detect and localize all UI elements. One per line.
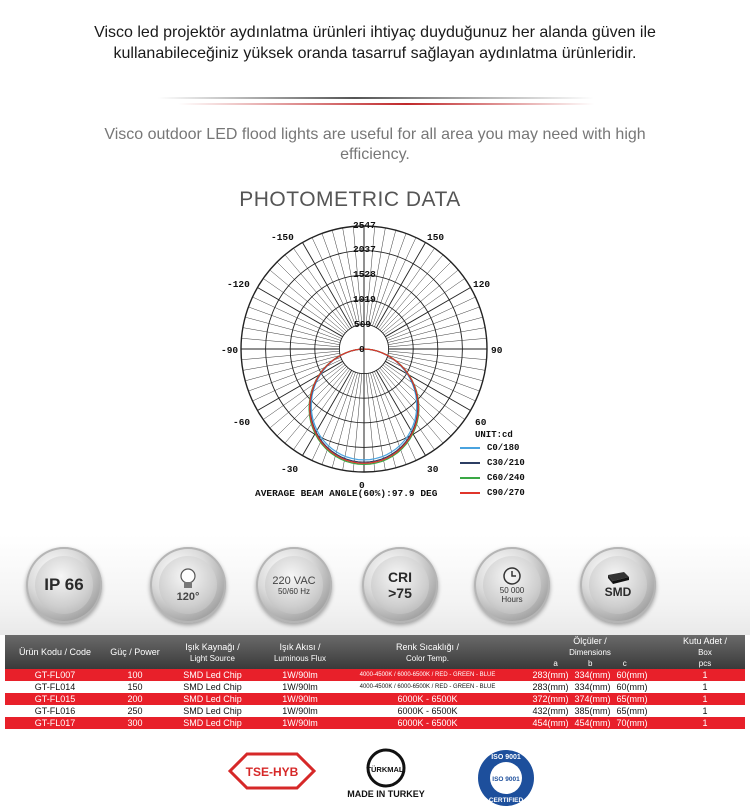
cri-value: >75 — [388, 585, 412, 601]
cell-code: GT-FL014 — [5, 681, 105, 693]
legend-swatch-c0 — [460, 447, 480, 449]
legend-item-c0 — [460, 440, 580, 455]
lifetime-unit: Hours — [501, 595, 523, 604]
header-source-tr: Işık Kaynağı / — [185, 641, 240, 652]
polar-spoke — [374, 371, 416, 460]
cell-power: 250 — [105, 705, 165, 717]
cell-flux: 1W/90lm — [260, 717, 340, 729]
intro-english-line1: Visco outdoor LED flood lights are useful for all area you may need with high — [104, 126, 646, 143]
cell-box: 1 — [665, 681, 745, 693]
cell-color: 6000K - 6500K — [340, 717, 515, 729]
iso-center-text: ISO 9001 — [492, 776, 520, 783]
polar-spoke — [343, 373, 360, 470]
voltage-label: 220 VAC — [272, 574, 316, 587]
table-header-row — [5, 635, 745, 669]
header-power: Güç / Power — [105, 635, 165, 669]
cri-badge-face — [371, 556, 429, 614]
unit-label: UNIT:cd — [475, 430, 513, 440]
polar-spoke — [374, 238, 416, 327]
cell-dim-c: 60(mm) — [616, 670, 648, 680]
table-row — [5, 705, 745, 717]
angle-label-0: 0 — [359, 480, 365, 491]
polar-spoke — [385, 361, 470, 410]
cell-dim-b: 454(mm) — [574, 718, 611, 728]
angle-label-neg30: -30 — [281, 464, 299, 475]
cell-source: SMD Led Chip — [165, 693, 260, 705]
legend-label-c30: C30/210 — [487, 457, 525, 468]
cell-source: SMD Led Chip — [165, 669, 260, 681]
cell-dimensions — [515, 681, 665, 693]
radial-label-2037: 2037 — [353, 244, 376, 255]
bulb-badge — [150, 547, 226, 623]
cell-code: GT-FL015 — [5, 693, 105, 705]
smd-badge — [580, 547, 656, 623]
radial-label-1528: 1528 — [353, 269, 376, 280]
polar-spoke — [388, 317, 483, 342]
radial-label-1019: 1019 — [353, 294, 376, 305]
gradient-divider — [158, 95, 594, 107]
polar-spoke — [257, 361, 342, 410]
cell-code: GT-FL016 — [5, 705, 105, 717]
voltage-badge-face — [265, 556, 323, 614]
cell-flux: 1W/90lm — [260, 705, 340, 717]
cell-flux: 1W/90lm — [260, 669, 340, 681]
feature-badges — [0, 535, 750, 635]
angle-label-60: 60 — [475, 417, 487, 428]
cell-color: 6000K - 6500K — [340, 705, 515, 717]
legend-label-c0: C0/180 — [487, 442, 520, 453]
angle-label-120: 120 — [473, 279, 491, 290]
polar-spoke — [253, 359, 342, 401]
header-dims-tr: Ölçüler / — [573, 636, 607, 646]
certification-logos — [0, 748, 750, 809]
header-flux-en: Luminous Flux — [273, 653, 327, 663]
cell-dim-a: 372(mm) — [532, 694, 569, 704]
angle-label-neg120: -120 — [227, 279, 250, 290]
legend-label-c60: C60/240 — [487, 472, 525, 483]
polar-spoke — [303, 242, 352, 327]
cell-color: 6000K - 6500K — [340, 693, 515, 705]
legend-item-c90 — [460, 485, 580, 500]
tse-hyb-logo — [230, 754, 314, 788]
clock-icon — [502, 566, 522, 586]
radial-label-0: 0 — [359, 344, 365, 355]
intro-turkish-line2: kullanabileceğiniz yüksek oranda tasarruf sağlayan aydınlatma ürünleridir. — [113, 45, 637, 62]
smd-badge-face — [589, 556, 647, 614]
table-row — [5, 717, 745, 729]
radial-labels — [353, 220, 376, 355]
polar-spoke — [368, 373, 385, 470]
ip66-badge — [26, 547, 102, 623]
header-flux-tr: Işık Akısı / — [279, 641, 321, 652]
voltage-badge — [256, 547, 332, 623]
cell-color: 4000-4500K / 6000-6500K / RED - GREEN - BLUE — [340, 681, 515, 693]
header-color-en: Color Temp. — [406, 653, 449, 663]
cell-dim-b: 374(mm) — [574, 694, 611, 704]
polar-spoke — [388, 328, 485, 345]
polar-spoke — [257, 288, 342, 337]
lifetime-value: 50 000 — [499, 586, 525, 595]
cell-box: 1 — [665, 717, 745, 729]
header-source-en: Light Source — [190, 653, 235, 663]
header-box-en: Box — [698, 648, 712, 657]
cell-power: 100 — [105, 669, 165, 681]
intro-turkish-line1: Visco led projektör aydınlatma ürünleri ihtiyaç duyduğunuz her alanda güven ile — [94, 24, 656, 41]
header-dim-c: c — [622, 659, 627, 668]
cell-power: 200 — [105, 693, 165, 705]
turkmali-logo-text: TÜRKMALI — [366, 765, 406, 774]
cell-dimensions — [515, 669, 665, 681]
cell-power: 150 — [105, 681, 165, 693]
header-dim-b: b — [588, 659, 593, 668]
header-box-tr: Kutu Adet / — [682, 636, 728, 646]
cell-dimensions — [515, 717, 665, 729]
cri-label: CRI — [387, 569, 413, 585]
legend-label-c90: C90/270 — [487, 487, 525, 498]
lifetime-badge-face — [483, 556, 541, 614]
cell-dim-c: 60(mm) — [616, 682, 648, 692]
intro-turkish — [0, 22, 750, 64]
header-color — [340, 635, 515, 669]
header-flux — [260, 635, 340, 669]
header-code: Ürün Kodu / Code — [5, 635, 105, 669]
table-row — [5, 669, 745, 681]
cell-dim-a: 283(mm) — [532, 670, 569, 680]
angle-label-neg150: -150 — [271, 232, 294, 243]
cell-dim-c: 65(mm) — [616, 694, 648, 704]
angle-label-30: 30 — [427, 464, 439, 475]
turkmali-logo — [347, 750, 425, 799]
cell-dim-a: 283(mm) — [532, 682, 569, 692]
ip66-label: IP 66 — [44, 575, 84, 594]
header-color-tr: Renk Sıcaklığı / — [395, 641, 460, 652]
iso-bottom-text: CERTIFIED — [488, 797, 524, 804]
cell-dimensions — [515, 705, 665, 717]
intro-english — [60, 125, 690, 165]
beam-120-label: 120° — [176, 591, 200, 603]
cell-power: 300 — [105, 717, 165, 729]
tse-logo-text: TSE-HYB — [245, 765, 299, 779]
cell-flux: 1W/90lm — [260, 681, 340, 693]
header-box — [665, 635, 745, 669]
frequency-label: 50/60 Hz — [277, 586, 311, 596]
cell-dim-a: 454(mm) — [532, 718, 569, 728]
header-box-pcs: pcs — [698, 659, 712, 668]
cell-dim-b: 385(mm) — [574, 706, 611, 716]
polar-spoke — [386, 297, 475, 339]
legend-item-c30 — [460, 455, 580, 470]
polar-spoke — [243, 328, 340, 345]
ip66-badge-face — [35, 556, 93, 614]
cell-dim-c: 70(mm) — [616, 718, 648, 728]
angle-label-90: 90 — [491, 345, 503, 356]
cell-source: SMD Led Chip — [165, 705, 260, 717]
legend-item-c60 — [460, 470, 580, 485]
cell-box: 1 — [665, 669, 745, 681]
cell-dim-c: 65(mm) — [616, 706, 648, 716]
polar-spoke — [253, 297, 342, 339]
made-in-turkey-text: MADE IN TURKEY — [347, 789, 425, 799]
table-row — [5, 693, 745, 705]
angle-label-150: 150 — [427, 232, 445, 243]
cell-dimensions — [515, 693, 665, 705]
header-dims-en: Dimensions — [569, 648, 611, 657]
beam-angle: AVERAGE BEAM ANGLE(60%):97.9 DEG — [255, 488, 438, 499]
polar-spoke — [386, 359, 475, 401]
radial-label-509: 509 — [354, 319, 372, 330]
polar-spoke — [385, 288, 470, 337]
cell-source: SMD Led Chip — [165, 681, 260, 693]
lifetime-badge — [474, 547, 550, 623]
smd-chip-icon — [605, 571, 631, 585]
legend-swatch-c60 — [460, 477, 480, 479]
cell-source: SMD Led Chip — [165, 717, 260, 729]
header-source — [165, 635, 260, 669]
cell-dim-a: 432(mm) — [532, 706, 569, 716]
bulb-badge-face — [159, 556, 217, 614]
polar-spoke — [245, 317, 340, 342]
radial-label-2547: 2547 — [353, 220, 376, 231]
bulb-icon — [177, 567, 199, 591]
polar-spoke — [376, 242, 425, 327]
cell-box: 1 — [665, 693, 745, 705]
polar-spoke — [312, 371, 354, 460]
angle-label-neg90: -90 — [221, 345, 239, 356]
cri-badge — [362, 547, 438, 623]
cell-dim-b: 334(mm) — [574, 682, 611, 692]
table-row — [5, 681, 745, 693]
photometric-title: PHOTOMETRIC DATA — [239, 188, 461, 211]
header-dimensions — [515, 635, 665, 669]
product-spec-table — [5, 635, 745, 729]
curve-legend — [460, 440, 580, 500]
cell-color: 4000-4500K / 6000-6500K / RED - GREEN - BLUE — [340, 669, 515, 681]
legend-swatch-c90 — [460, 492, 480, 494]
cell-box: 1 — [665, 705, 745, 717]
cell-flux: 1W/90lm — [260, 693, 340, 705]
iso-top-text: ISO 9001 — [491, 754, 521, 761]
cell-code: GT-FL007 — [5, 669, 105, 681]
legend-swatch-c30 — [460, 462, 480, 464]
iso-9001-logo — [478, 750, 534, 806]
angle-label-neg60: -60 — [233, 417, 251, 428]
intro-english-line2: efficiency. — [340, 146, 410, 163]
cell-dim-b: 334(mm) — [574, 670, 611, 680]
polar-spoke — [312, 238, 354, 327]
smd-label: SMD — [604, 585, 632, 599]
header-dim-a: a — [553, 659, 558, 668]
header-dims-abc — [517, 659, 663, 668]
cell-code: GT-FL017 — [5, 717, 105, 729]
